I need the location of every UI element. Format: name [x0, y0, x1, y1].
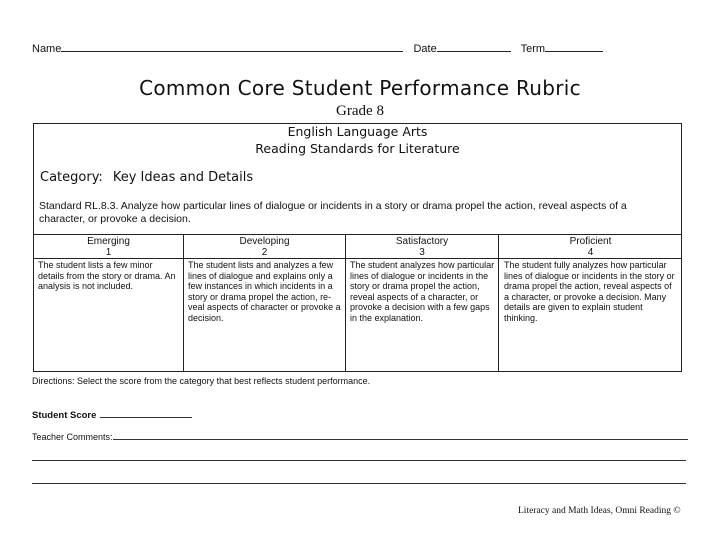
footer-credit: Literacy and Math Ideas, Omni Reading ©: [518, 506, 681, 516]
level-score: 4: [587, 247, 594, 258]
teacher-comments-field[interactable]: [113, 430, 688, 440]
level-description-emerging: The student lists a few minor details from the story or drama. An analysis is not included.: [38, 260, 176, 292]
level-name: Developing: [239, 236, 290, 247]
standard-text: Standard RL.8.3. Analyze how particular lines of dialogue or incidents in a story or drama propel the action, reveal aspects of a character, or provoke a decision.: [39, 200, 627, 225]
directions-text: Directions: Select the score from the category that best reflects student performance.: [32, 376, 371, 386]
level-header-emerging: [34, 236, 183, 258]
teacher-comments-label: Teacher Comments:: [32, 432, 113, 442]
level-header-satisfactory: [346, 236, 498, 258]
comment-line-2[interactable]: [32, 460, 686, 461]
date-label: Date: [413, 43, 437, 55]
subject-heading: English Language Arts: [287, 124, 428, 139]
level-score: 2: [261, 247, 268, 258]
name-label: Name: [32, 43, 62, 55]
page-title: Common Core Student Performance Rubric: [139, 76, 581, 100]
level-description-developing: The student lists and analyzes a few lines of dialogue and explains only a few instances in which incidents in a story or drama propel the action, re-veal aspects of character or provoke a decision.: [188, 260, 341, 323]
category-value: Key Ideas and Details: [112, 170, 254, 185]
level-description-satisfactory: The student analyzes how particular lines of dialogue or incidents in the story or drama propel the action, reveal aspects of a character, or provoke a decision with a few gaps in the explanation.: [350, 260, 495, 323]
term-field[interactable]: [545, 40, 603, 52]
level-score: 1: [105, 247, 112, 258]
teacher-comments-row: [32, 430, 688, 442]
date-field[interactable]: [437, 40, 511, 52]
category-line: [40, 170, 253, 185]
name-field[interactable]: [61, 40, 403, 52]
grid-line-top: [33, 234, 682, 235]
header-fields: [32, 40, 603, 55]
level-name: Emerging: [87, 236, 130, 247]
level-description-proficient: The student fully analyzes how particular lines of dialogue or incidents in the story or drama propel the action, reveal aspects of a character, or provoke a decision. Many details are given to explain student thinking.: [504, 260, 675, 323]
term-label: Term: [520, 43, 546, 55]
student-score-row: [32, 408, 192, 421]
comment-line-3[interactable]: [32, 483, 686, 484]
level-name: Satisfactory: [395, 236, 449, 247]
level-header-developing: [184, 236, 345, 258]
level-name: Proficient: [569, 236, 612, 247]
student-score-field[interactable]: [100, 408, 192, 418]
grade-label: Grade 8: [336, 103, 384, 119]
strand-heading: Reading Standards for Literature: [255, 141, 460, 156]
student-score-label: Student Score: [32, 410, 97, 421]
grid-line-header: [33, 258, 682, 259]
level-score: 3: [419, 247, 425, 258]
level-header-proficient: [499, 236, 682, 258]
category-label: Category:: [40, 170, 103, 185]
